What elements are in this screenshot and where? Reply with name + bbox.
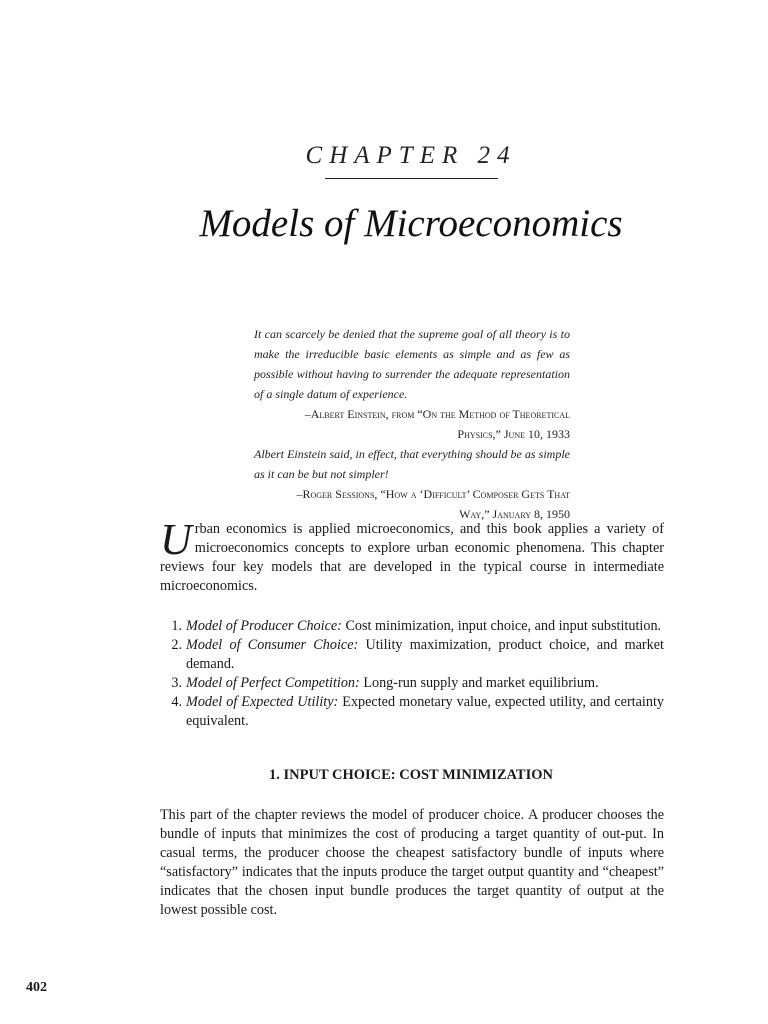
drop-cap: U bbox=[160, 515, 192, 564]
model-description: Expected monetary value, expected utility, and certainty equivalent. bbox=[186, 694, 664, 729]
model-name: Model of Expected Utility: bbox=[186, 694, 339, 710]
model-description: Utility maximization, product choice, and market demand. bbox=[186, 637, 664, 672]
models-list bbox=[160, 617, 664, 731]
intro-text: rban economics is applied microeconomics, and this book applies a variety of microeconomics concepts to explore urban economic phenomena. This chapter reviews four key models that are developed in the typical course in intermediate microeconomics. bbox=[160, 521, 664, 594]
model-description: Long-run supply and market equilibrium. bbox=[363, 675, 599, 691]
list-number: 4. bbox=[171, 694, 182, 710]
page-number: 402 bbox=[26, 980, 47, 995]
epigraph-quote: It can scarcely be denied that the supreme goal of all theory is to make the irreducible basic elements as simple and as few as possible without having to surrender the adequate representation of a single datum of experience. bbox=[254, 327, 570, 401]
epigraph-sessions bbox=[254, 444, 570, 524]
chapter-rule bbox=[325, 178, 498, 179]
epigraph-einstein bbox=[254, 324, 570, 444]
epigraph-attribution: Way,” January 8, 1950 bbox=[459, 507, 570, 521]
list-number: 1. bbox=[171, 618, 182, 634]
model-name: Model of Perfect Competition: bbox=[186, 675, 360, 691]
epigraph-attribution: –Roger Sessions, “How a ‘Difficult’ Composer Gets That bbox=[296, 487, 570, 501]
epigraph-attribution: Physics,” June 10, 1933 bbox=[457, 427, 570, 441]
model-name: Model of Consumer Choice: bbox=[186, 637, 359, 653]
list-item bbox=[160, 693, 664, 731]
chapter-title: Models of Microeconomics bbox=[199, 202, 623, 245]
intro-paragraph bbox=[160, 515, 664, 596]
model-name: Model of Producer Choice: bbox=[186, 618, 342, 634]
section-heading: 1. INPUT CHOICE: COST MINIMIZATION bbox=[269, 767, 553, 783]
section-paragraph: This part of the chapter reviews the model of producer choice. A producer chooses the bundle of inputs that minimizes the cost of producing a target quantity of out-put. In casual terms, the producer choose the cheapest satisfactory bundle of inputs where “satisfactory” indicates that the inputs produce the target output quantity and “cheapest” indicates that the chosen input bundle produces the target quantity of output at the lowest possible cost. bbox=[160, 807, 664, 918]
list-item bbox=[160, 636, 664, 674]
list-item bbox=[160, 674, 664, 693]
list-number: 2. bbox=[171, 637, 182, 653]
model-description: Cost minimization, input choice, and input substitution. bbox=[345, 618, 662, 634]
list-number: 3. bbox=[171, 675, 182, 691]
list-item bbox=[160, 617, 664, 636]
epigraph-quote: Albert Einstein said, in effect, that everything should be as simple as it can be but not simpler! bbox=[254, 447, 570, 481]
chapter-label: CHAPTER 24 bbox=[305, 142, 517, 169]
epigraph-attribution: –Albert Einstein, from “On the Method of Theoretical bbox=[304, 407, 570, 421]
